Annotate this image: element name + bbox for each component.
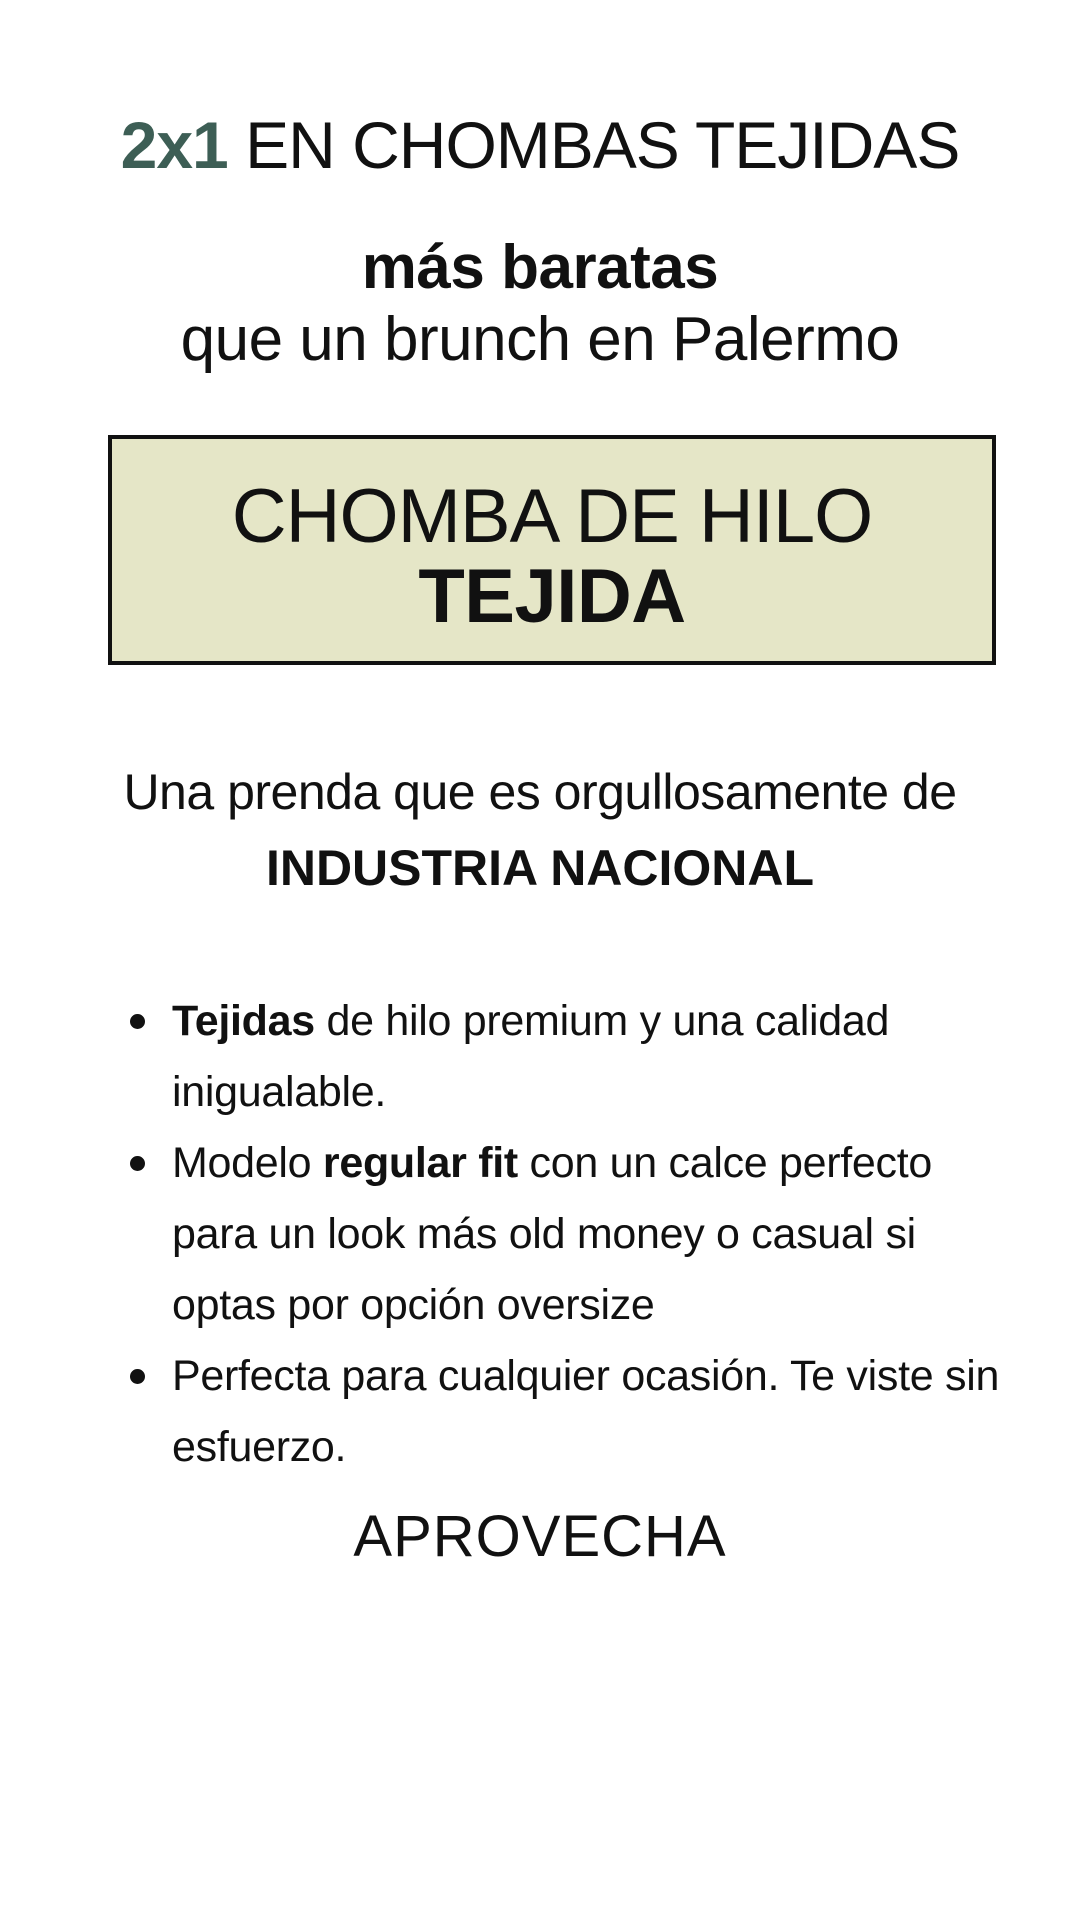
product-banner <box>108 435 996 665</box>
origin-intro: Una prenda que es orgullosamente de <box>123 764 957 820</box>
bullet-icon <box>130 1156 145 1171</box>
origin-badge: INDUSTRIA NACIONAL <box>265 840 815 896</box>
bullet-icon <box>130 1369 145 1384</box>
origin-statement <box>0 762 1080 898</box>
headline-title: EN CHOMBAS TEJIDAS <box>245 108 960 182</box>
headline <box>0 108 1080 182</box>
bullet-icon <box>130 1014 145 1029</box>
feature-item-tejidas <box>130 986 1010 1128</box>
feature-item-regular-fit <box>130 1128 1010 1341</box>
feature-item-occasion <box>130 1341 1010 1483</box>
cta-label: APROVECHA <box>353 1504 727 1569</box>
product-name: CHOMBA DE HILO <box>231 474 873 559</box>
product-type: TEJIDA <box>418 554 686 639</box>
promo-label: 2x1 <box>120 108 228 182</box>
subtitle-strong: más baratas <box>361 233 719 302</box>
feature-list <box>130 986 1010 1483</box>
feature-text: Modelo <box>172 1139 323 1187</box>
feature-text: de hilo premium y una calidad inigualable. <box>172 997 890 1116</box>
feature-bold: Tejidas <box>172 997 315 1045</box>
feature-text: con un calce perfecto para un look más old money o casual si optas por opción oversize <box>172 1139 933 1329</box>
feature-text: Perfecta para cualquier ocasión. Te viste sin esfuerzo. <box>172 1352 1000 1471</box>
subtitle <box>0 232 1080 376</box>
subtitle-light: que un brunch en Palermo <box>180 305 900 374</box>
feature-bold: regular fit <box>322 1139 518 1187</box>
